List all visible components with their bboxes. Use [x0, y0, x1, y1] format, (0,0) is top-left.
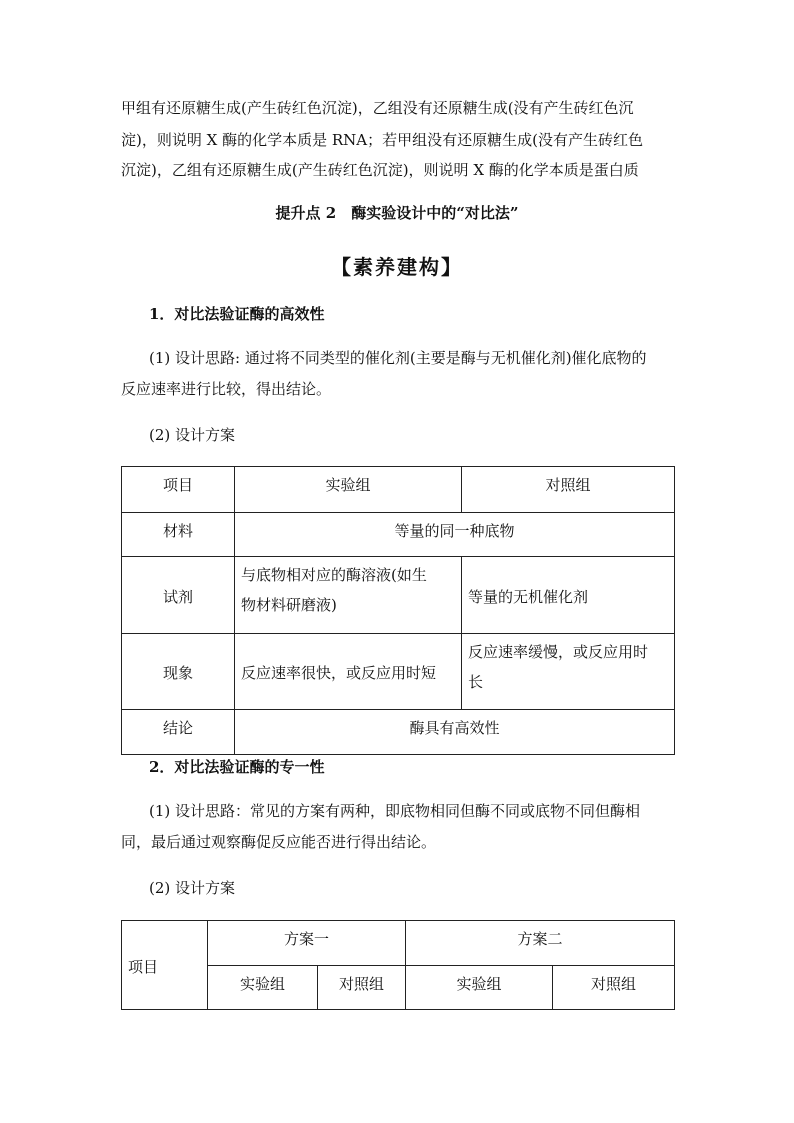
section1-idea-line: 反应速率进行比较，得出结论。 — [121, 380, 332, 398]
table-row — [122, 513, 675, 557]
row-header: 项目 — [122, 921, 208, 1010]
plan-header: 方案一 — [208, 921, 406, 966]
table-cell — [235, 557, 462, 634]
table-row — [122, 634, 675, 710]
cell-line: 等量的无机催化剂 — [468, 587, 589, 606]
table-header-row — [122, 467, 675, 513]
table-cell — [462, 634, 675, 710]
plan-header: 方案二 — [406, 921, 675, 966]
cell-line: 反应速率缓慢，或反应用时 — [468, 643, 649, 661]
table-header-cell: 对照组 — [462, 467, 675, 513]
cell-line: 长 — [468, 673, 484, 691]
subtitle: 提升点 2 酶实验设计中的“对比法” — [275, 204, 519, 222]
sub-header: 对照组 — [553, 966, 675, 1010]
table-cell — [462, 557, 675, 634]
row-label: 试剂 — [122, 557, 235, 634]
row-label: 现象 — [122, 634, 235, 710]
table-header-cell: 实验组 — [235, 467, 462, 513]
paragraph-line: 淀)，则说明 X 酶的化学本质是 RNA；若甲组没有还原糖生成(没有产生砖红色 — [121, 131, 643, 149]
table-row — [122, 557, 675, 634]
merged-cell: 等量的同一种底物 — [235, 513, 675, 557]
merged-cell: 酶具有高效性 — [235, 710, 675, 755]
section1-title: 1．对比法验证酶的高效性 — [149, 305, 325, 323]
section-heading: 【素养建构】 — [331, 255, 463, 279]
section1-idea-line: (1) 设计思路: 通过将不同类型的催化剂(主要是酶与无机催化剂)催化底物的 — [149, 349, 647, 367]
section2-idea-line: 同，最后通过观察酶促反应能否进行得出结论。 — [121, 833, 437, 851]
paragraph-line: 甲组有还原糖生成(产生砖红色沉淀)，乙组没有还原糖生成(没有产生砖红色沉 — [121, 99, 634, 117]
section2-idea-line: (1) 设计思路：常见的方案有两种，即底物相同但酶不同或底物不同但酶相 — [149, 802, 641, 820]
specificity-table — [121, 920, 675, 1010]
cell-line: 物材料研磨液) — [241, 596, 337, 614]
row-label: 结论 — [122, 710, 235, 755]
table-header-row — [122, 921, 675, 966]
efficiency-table — [121, 466, 675, 755]
sub-header: 实验组 — [208, 966, 318, 1010]
section2-plan-label: (2) 设计方案 — [149, 879, 236, 897]
sub-header: 实验组 — [406, 966, 553, 1010]
section1-plan-label: (2) 设计方案 — [149, 426, 236, 444]
paragraph-line: 沉淀)，乙组有还原糖生成(产生砖红色沉淀)，则说明 X 酶的化学本质是蛋白质 — [121, 161, 639, 179]
sub-header: 对照组 — [318, 966, 406, 1010]
table-row — [122, 710, 675, 755]
table-header-cell: 项目 — [122, 467, 235, 513]
cell-line: 与底物相对应的酶溶液(如生 — [241, 566, 427, 584]
cell-line: 反应速率很快，或反应用时短 — [241, 664, 437, 682]
table-cell — [235, 634, 462, 710]
section2-title: 2．对比法验证酶的专一性 — [149, 758, 325, 776]
row-label: 材料 — [122, 513, 235, 557]
